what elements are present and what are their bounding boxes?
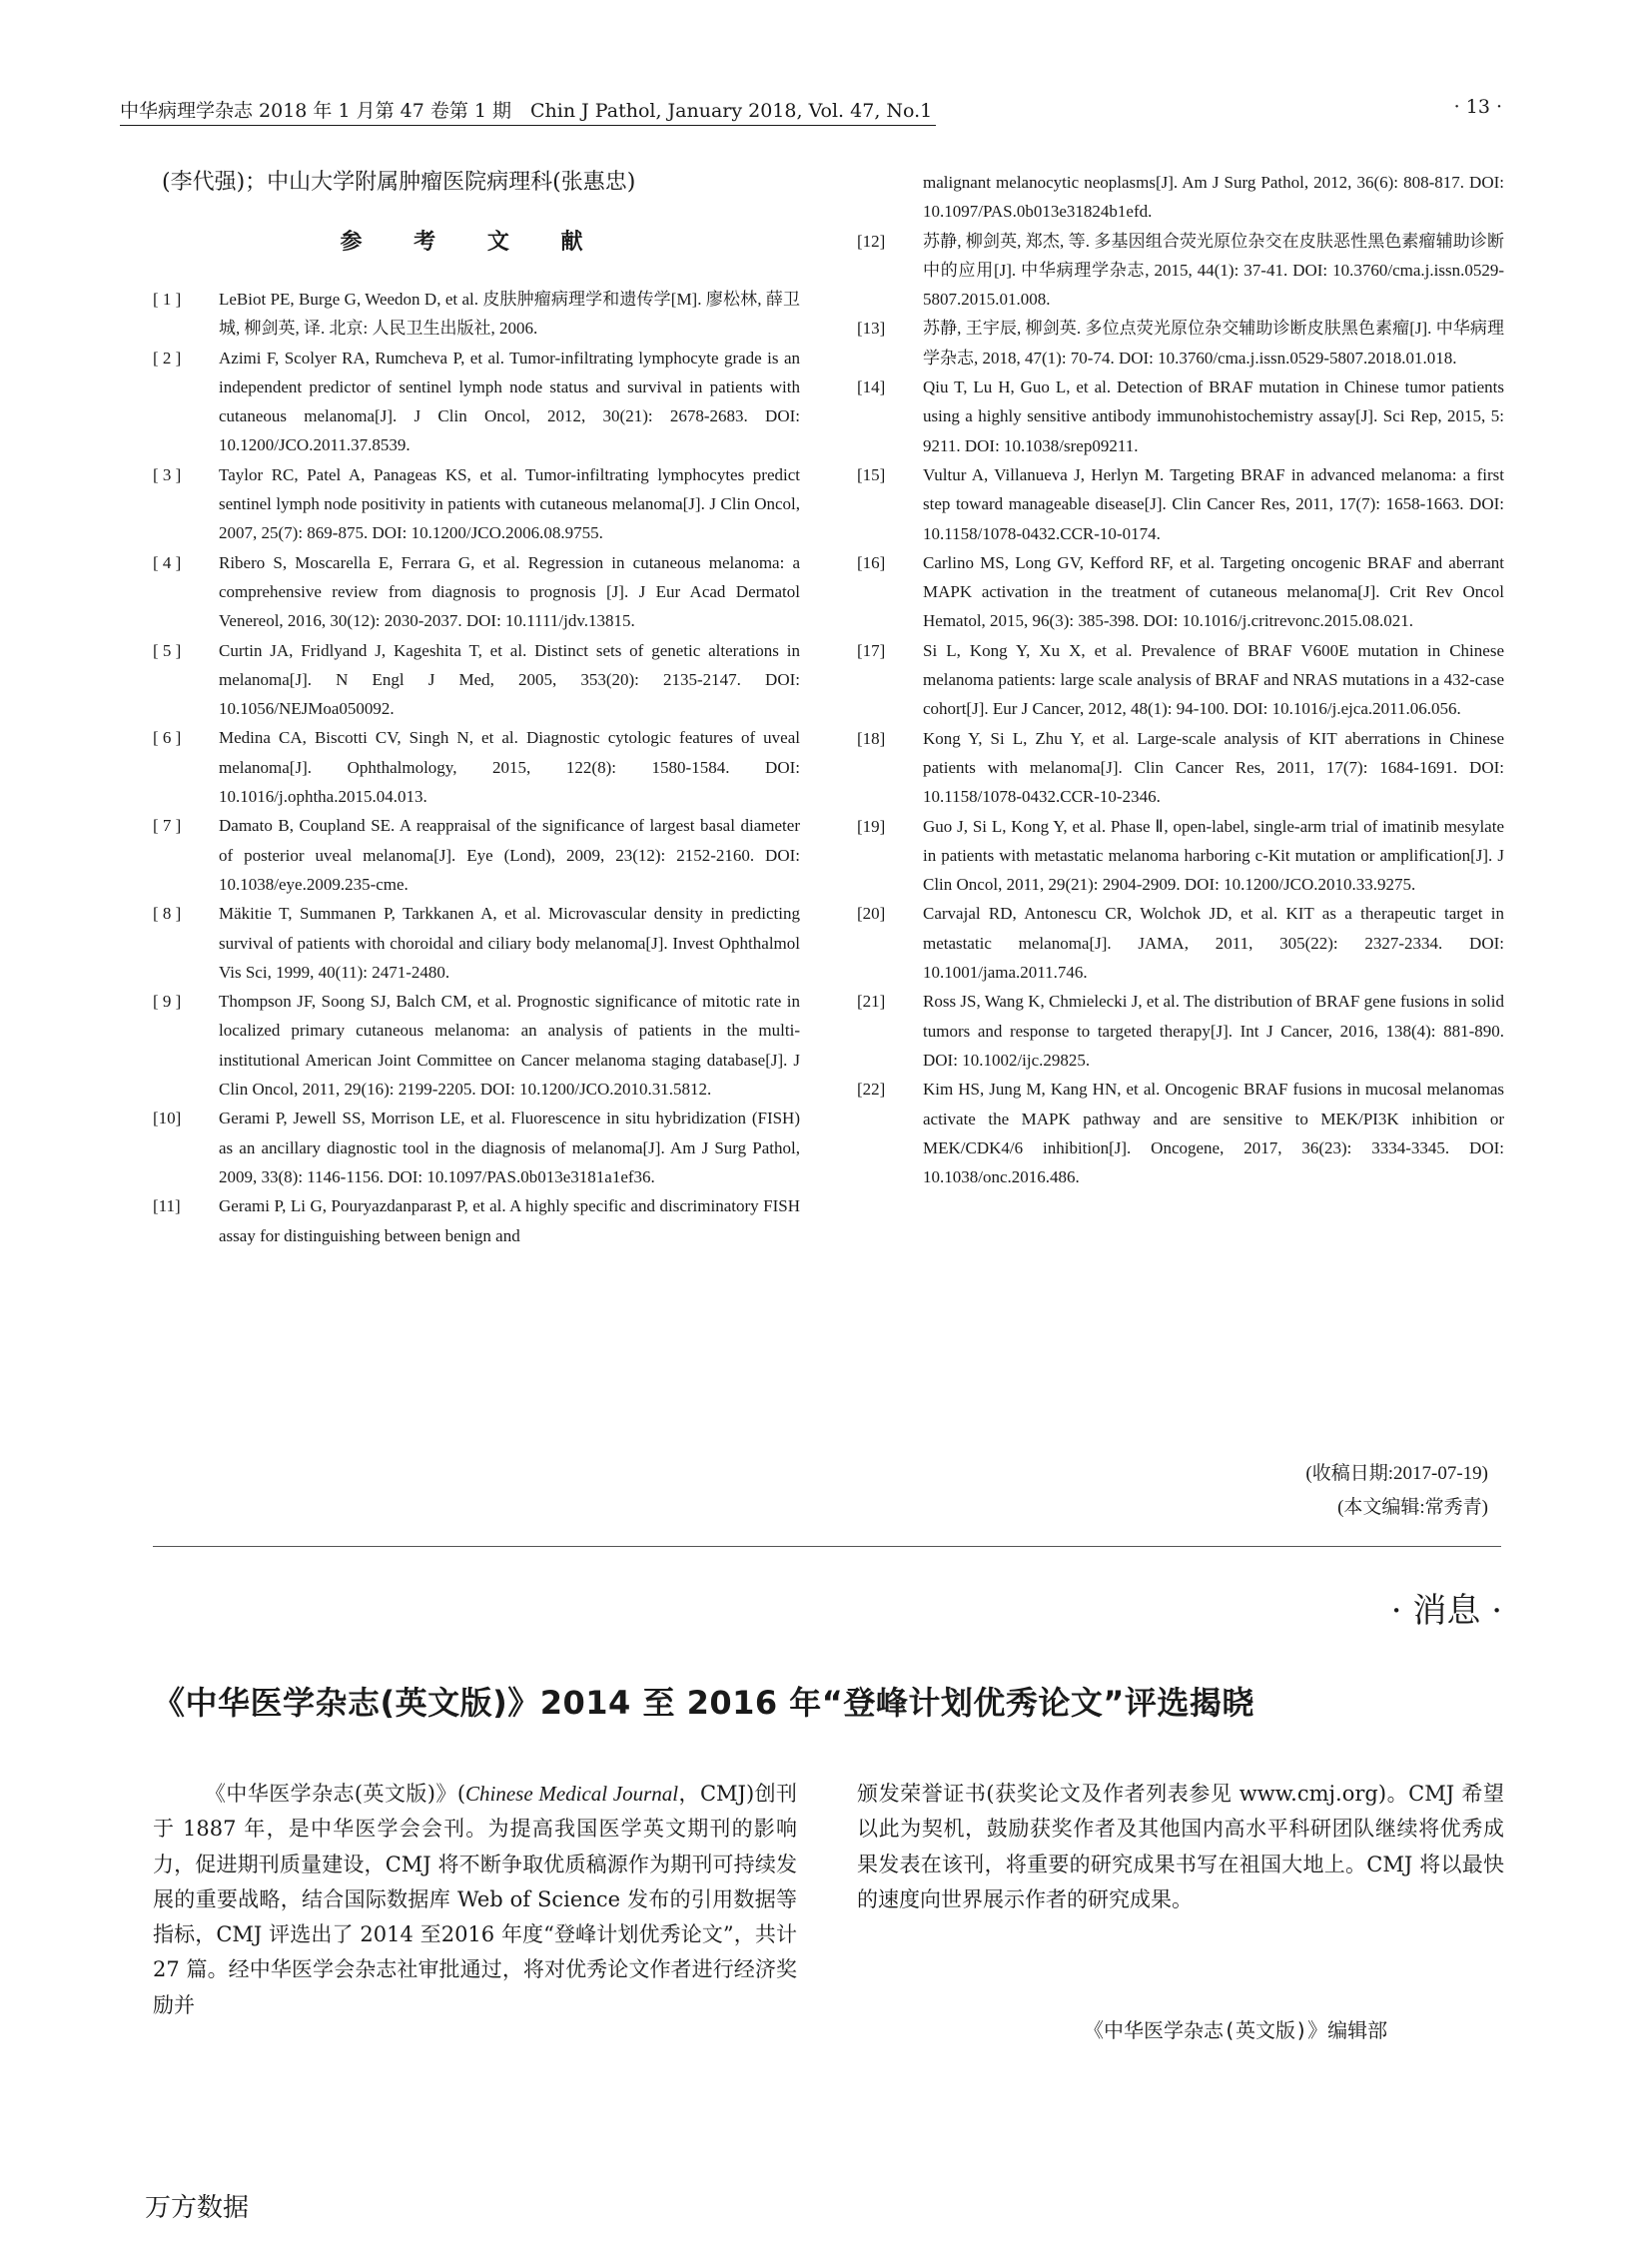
reference-item bbox=[153, 1191, 800, 1250]
reference-number: [ 2 ] bbox=[153, 348, 182, 368]
reference-item bbox=[857, 899, 1504, 987]
reference-item bbox=[153, 344, 800, 460]
reference-continuation bbox=[857, 168, 1504, 227]
reference-item bbox=[857, 227, 1504, 315]
reference-number: [22] bbox=[857, 1080, 886, 1100]
reference-number: [ 3 ] bbox=[153, 464, 182, 484]
reference-text: Vultur A, Villanueva J, Herlyn M. Targeting BRAF in advanced melanoma: a first step toward manageable disease[J]. Clin Cancer Res, 2011, 17(7): 1658-1663. DOI: 10.1158/1078-0432.CCR-10-0174. bbox=[923, 464, 1504, 543]
reference-text: Si L, Kong Y, Xu X, et al. Prevalence of BRAF V600E mutation in Chinese melanoma patients: large scale analysis of BRAF and NRAS mutations in a 432-case cohort[J]. Eur J Cancer, 2012, 48(1): 94-100. DOI: 10.1016/j.ejca.2011.06.056. bbox=[923, 640, 1504, 719]
reference-number: [ 8 ] bbox=[153, 904, 182, 924]
reference-text: Ross JS, Wang K, Chmielecki J, et al. The distribution of BRAF gene fusions in solid tumors and response to targeted therapy[J]. Int J Cancer, 2016, 138(4): 881-890. DOI: 10.1002/ijc.29825. bbox=[923, 992, 1504, 1070]
page-number: · 13 · bbox=[1453, 96, 1502, 118]
reference-number: [17] bbox=[857, 640, 886, 660]
reference-number: [19] bbox=[857, 816, 886, 836]
reference-item bbox=[857, 373, 1504, 460]
reference-number: [20] bbox=[857, 904, 886, 924]
reference-item bbox=[153, 1104, 800, 1191]
reference-text: 苏静, 王宇辰, 柳剑英. 多位点荧光原位杂交辅助诊断皮肤黑色素瘤[J]. 中华病理学杂志, 2018, 47(1): 70-74. DOI: 10.3760/cma.j.issn.0529-5807.2018.01.018. bbox=[923, 319, 1504, 368]
reference-text: Medina CA, Biscotti CV, Singh N, et al. Diagnostic cytologic features of uveal melanoma[J]. Ophthalmology, 2015, 122(8): 1580-1584. DOI: 10.1016/j.ophtha.2015.04.013. bbox=[219, 728, 800, 807]
reference-item bbox=[153, 723, 800, 811]
reference-number: [14] bbox=[857, 377, 886, 397]
news-column-left bbox=[153, 1777, 797, 2023]
reference-item bbox=[153, 811, 800, 899]
reference-text: Gerami P, Jewell SS, Morrison LE, et al. Fluorescence in situ hybridization (FISH) as an ancillary diagnostic tool in the diagnosis of melanoma[J]. Am J Surg Pathol, 2009, 33(8): 1146-1156. DOI: 10.1097/PAS.0b013e3181a1ef36. bbox=[219, 1109, 800, 1186]
references-list-right bbox=[857, 168, 1504, 1191]
reference-text: Ribero S, Moscarella E, Ferrara G, et al. Regression in cutaneous melanoma: a comprehensive review from diagnosis to prognosis [J]. J Eur Acad Dermatol Venereol, 2016, 30(12): 2030-2037. DOI: 10.1111/jdv.13815. bbox=[219, 552, 800, 631]
reference-number: [16] bbox=[857, 552, 886, 572]
reference-item bbox=[857, 548, 1504, 636]
received-date: (收稿日期:2017-07-19) bbox=[1305, 1463, 1488, 1484]
reference-text: Guo J, Si L, Kong Y, et al. Phase Ⅱ, open-label, single-arm trial of imatinib mesylate in patients with metastatic melanoma harboring c-Kit mutation or amplification[J]. J Clin Oncol, 2011, 29(21): 2904-2909. DOI: 10.1200/JCO.2010.33.9275. bbox=[923, 816, 1504, 895]
journal-name-english: Chinese Medical Journal bbox=[465, 1782, 679, 1806]
reference-text: Qiu T, Lu H, Guo L, et al. Detection of BRAF mutation in Chinese tumor patients using a highly sensitive antibody immunohistochemistry assay[J]. Sci Rep, 2015, 5: 9211. DOI: 10.1038/srep09211. bbox=[923, 377, 1504, 455]
news-para1-body: ，CMJ)创刊于 1887 年，是中华医学会会刊。为提高我国医学英文期刊的影响力，促进期刊质量建设，CMJ 将不断争取优质稿源作为期刊可持续发展的重要战略，结合国际数据库 Web of Science 发布的引用数据等指标，CMJ 评选出了 2014 至2016 年度“登峰计划优秀论文”，共计 27 篇。经中华医学会杂志社审批通过，将对优秀论文作者进行经济奖励并 bbox=[153, 1782, 797, 2017]
section-tag: · 消息 · bbox=[1390, 1591, 1502, 1631]
news-para1-prefix: 《中华医学杂志(英文版)》( bbox=[205, 1782, 466, 1806]
reference-number: [21] bbox=[857, 992, 886, 1012]
reference-item bbox=[153, 987, 800, 1104]
reference-number: [13] bbox=[857, 319, 886, 339]
reference-number: [11] bbox=[153, 1196, 181, 1216]
reference-number: [15] bbox=[857, 464, 886, 484]
reference-text: Gerami P, Li G, Pouryazdanparast P, et al. A highly specific and discriminatory FISH assay for distinguishing between benign and bbox=[219, 1196, 800, 1245]
reference-text: Kong Y, Si L, Zhu Y, et al. Large-scale analysis of KIT aberrations in Chinese patients with melanoma[J]. Clin Cancer Res, 2011, 17(7): 1684-1691. DOI: 10.1158/1078-0432.CCR-10-2346. bbox=[923, 728, 1504, 807]
news-paragraph-2: 颁发荣誉证书(获奖论文及作者列表参见 www.cmj.org)。CMJ 希望以此为契机，鼓励获奖作者及其他国内高水平科研团队继续将优秀成果发表在该刊，将重要的研究成果书写在祖国大地上。CMJ 将以最快的速度向世界展示作者的研究成果。 bbox=[857, 1782, 1504, 1911]
journal-citation-header: 中华病理学杂志 2018 年 1 月第 47 卷第 1 期 Chin J Pathol, January 2018, Vol. 47, No.1 bbox=[120, 96, 936, 126]
reference-number: [ 7 ] bbox=[153, 816, 182, 836]
reference-text: Damato B, Coupland SE. A reappraisal of the significance of largest basal diameter of posterior uveal melanoma[J]. Eye (Lond), 2009, 23(12): 2152-2160. DOI: 10.1038/eye.2009.235-cme. bbox=[219, 816, 800, 894]
reference-text: Azimi F, Scolyer RA, Rumcheva P, et al. Tumor-infiltrating lymphocyte grade is an independent predictor of sentinel lymph node status and survival in patients with cutaneous melanoma[J]. J Clin Oncol, 2012, 30(21): 2678-2683. DOI: 10.1200/JCO.2011.37.8539. bbox=[219, 348, 800, 455]
references-list-left bbox=[153, 285, 800, 1250]
reference-item bbox=[857, 460, 1504, 548]
reference-number: [ 1 ] bbox=[153, 290, 182, 309]
reference-number: [18] bbox=[857, 728, 886, 748]
reference-item bbox=[153, 460, 800, 548]
reference-number: [12] bbox=[857, 231, 886, 251]
reference-text: Carlino MS, Long GV, Kefford RF, et al. Targeting oncogenic BRAF and aberrant MAPK activation in the treatment of cutaneous melanoma[J]. Crit Rev Oncol Hematol, 2015, 96(3): 385-398. DOI: 10.1016/j.critrevonc.2015.08.021. bbox=[923, 552, 1504, 631]
reference-item bbox=[857, 636, 1504, 724]
reference-number: [ 5 ] bbox=[153, 640, 182, 660]
reference-text: Carvajal RD, Antonescu CR, Wolchok JD, et al. KIT as a therapeutic target in metastatic melanoma[J]. JAMA, 2011, 305(22): 2327-2334. DOI: 10.1001/jama.2011.746. bbox=[923, 904, 1504, 983]
reference-text: Curtin JA, Fridlyand J, Kageshita T, et al. Distinct sets of genetic alterations in melanoma[J]. N Engl J Med, 2005, 353(20): 2135-2147. DOI: 10.1056/NEJMoa050092. bbox=[219, 640, 800, 719]
reference-number: [10] bbox=[153, 1109, 182, 1128]
news-title: 《中华医学杂志(英文版)》2014 至 2016 年“登峰计划优秀论文”评选揭晓 bbox=[153, 1684, 1254, 1722]
reference-item bbox=[857, 1075, 1504, 1191]
editor-credit: (本文编辑:常秀青) bbox=[1337, 1497, 1488, 1518]
reference-item bbox=[857, 812, 1504, 900]
affiliation-line: (李代强)；中山大学附属肿瘤医院病理科(张惠忠) bbox=[162, 170, 636, 195]
news-paragraph-1 bbox=[153, 1777, 797, 2023]
reference-text: Taylor RC, Patel A, Panageas KS, et al. Tumor-infiltrating lymphocytes predict sentinel lymph node positivity in patients with cutaneous melanoma[J]. J Clin Oncol, 2007, 25(7): 869-875. DOI: 10.1200/JCO.2006.08.9755. bbox=[219, 464, 800, 543]
reference-item bbox=[153, 285, 800, 344]
reference-text: Kim HS, Jung M, Kang HN, et al. Oncogenic BRAF fusions in mucosal melanomas activate the MAPK pathway and are sensitive to MEK/PI3K inhibition or MEK/CDK4/6 inhibition[J]. Oncogene, 2017, 36(23): 3334-3345. DOI: 10.1038/onc.2016.486. bbox=[923, 1080, 1504, 1187]
section-divider bbox=[153, 1546, 1501, 1547]
reference-item bbox=[153, 548, 800, 636]
watermark: 万方数据 bbox=[145, 2193, 250, 2223]
reference-text: LeBiot PE, Burge G, Weedon D, et al. 皮肤肿瘤病理学和遗传学[M]. 廖松林, 薛卫城, 柳剑英, 译. 北京: 人民卫生出版社, 2006. bbox=[219, 290, 800, 339]
reference-text: 苏静, 柳剑英, 郑杰, 等. 多基因组合荧光原位杂交在皮肤恶性黑色素瘤辅助诊断中的应用[J]. 中华病理学杂志, 2015, 44(1): 37-41. DOI: 10.3760/cma.j.issn.0529-5807.2015.01.008. bbox=[923, 231, 1504, 310]
news-signature: 《中华医学杂志(英文版)》编辑部 bbox=[1084, 2018, 1388, 2042]
reference-item bbox=[857, 314, 1504, 373]
reference-item bbox=[153, 636, 800, 724]
reference-number: [ 6 ] bbox=[153, 728, 182, 748]
reference-text: Thompson JF, Soong SJ, Balch CM, et al. Prognostic significance of mitotic rate in localized primary cutaneous melanoma: an analysis of patients in the multi-institutional American Joint Committee on Cancer melanoma staging database[J]. J Clin Oncol, 2011, 29(16): 2199-2205. DOI: 10.1200/JCO.2010.31.5812. bbox=[219, 992, 800, 1100]
reference-item bbox=[857, 987, 1504, 1075]
news-column-right bbox=[857, 1777, 1504, 1917]
reference-item bbox=[857, 724, 1504, 812]
references-heading: 参 考 文 献 bbox=[340, 229, 605, 255]
reference-number: [ 9 ] bbox=[153, 992, 182, 1012]
running-header bbox=[120, 96, 1502, 124]
reference-number: [ 4 ] bbox=[153, 552, 182, 572]
reference-text: malignant melanocytic neoplasms[J]. Am J Surg Pathol, 2012, 36(6): 808-817. DOI: 10.1097/PAS.0b013e31824b1efd. bbox=[923, 173, 1504, 222]
reference-text: Mäkitie T, Summanen P, Tarkkanen A, et al. Microvascular density in predicting survival of patients with choroidal and ciliary body melanoma[J]. Invest Ophthalmol Vis Sci, 1999, 40(11): 2471-2480. bbox=[219, 904, 800, 982]
reference-item bbox=[153, 899, 800, 987]
